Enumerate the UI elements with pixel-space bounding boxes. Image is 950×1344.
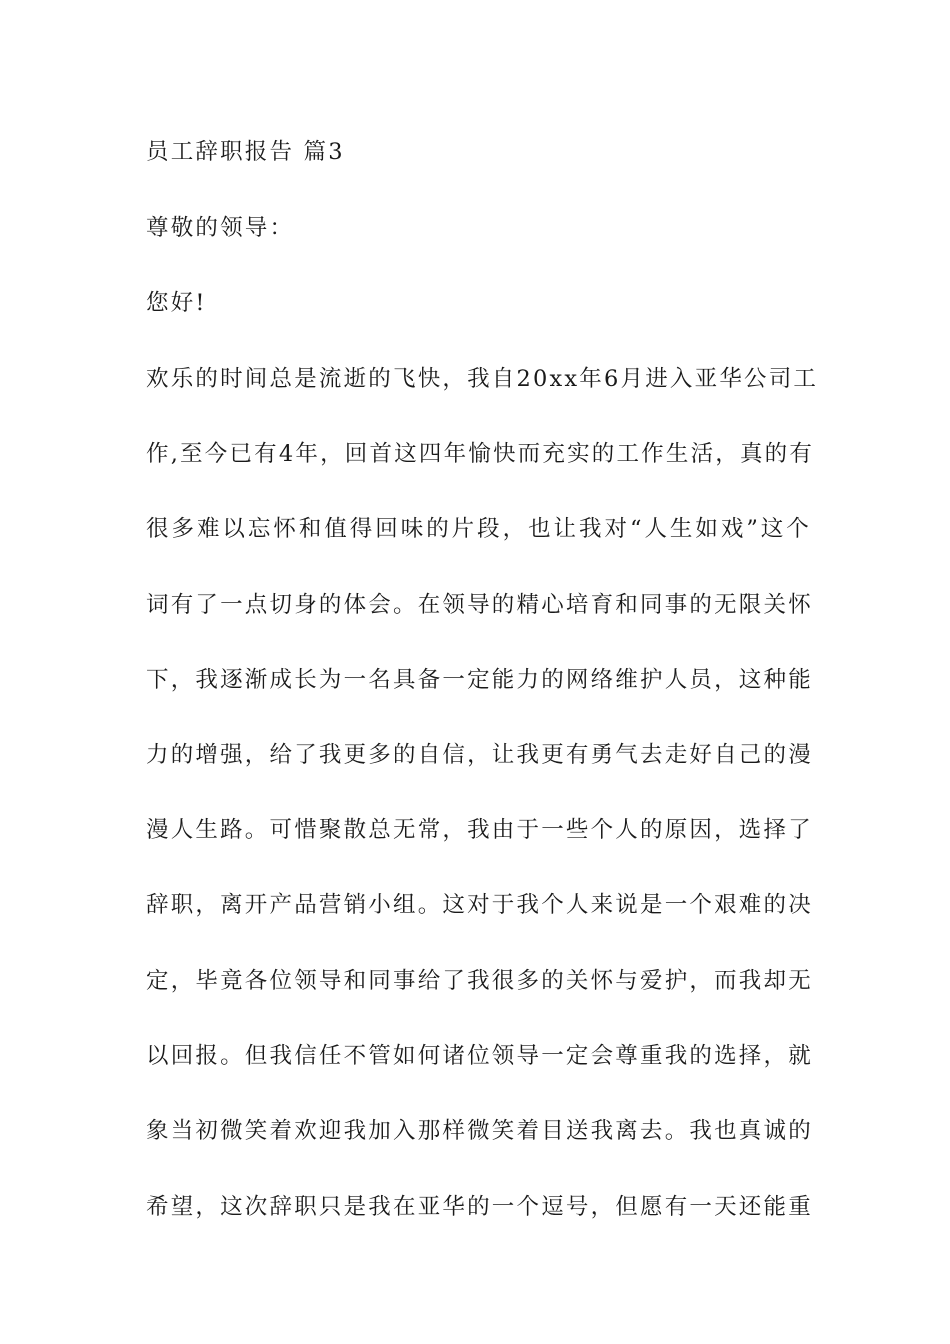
body-line: 力的增强，给了我更多的自信，让我更有勇气去走好自己的漫	[146, 742, 813, 768]
body-line: 定，毕竟各位领导和同事给了我很多的关怀与爱护，而我却无	[146, 968, 813, 994]
body-line: 辞职，离开产品营销小组。这对于我个人来说是一个艰难的决	[146, 892, 813, 918]
salutation: 尊敬的领导：	[146, 215, 295, 241]
greeting: 您好!	[146, 290, 207, 316]
body-line: 象当初微笑着欢迎我加入那样微笑着目送我离去。我也真诚的	[146, 1118, 813, 1144]
body-line: 下，我逐渐成长为一名具备一定能力的网络维护人员，这种能	[146, 667, 813, 693]
body-line: 以回报。但我信任不管如何诸位领导一定会尊重我的选择，就	[146, 1043, 813, 1069]
document-title: 员工辞职报告 篇3	[146, 139, 345, 165]
body-line: 漫人生路。可惜聚散总无常，我由于一些个人的原因，选择了	[146, 817, 813, 843]
body-line: 词有了一点切身的体会。在领导的精心培育和同事的无限关怀	[146, 592, 813, 618]
body-line: 欢乐的时间总是流逝的飞快，我自20xx年6月进入亚华公司工	[146, 366, 819, 392]
body-line: 很多难以忘怀和值得回味的片段，也让我对“人生如戏”这个	[146, 516, 811, 542]
body-line: 作,至今已有4年，回首这四年愉快而充实的工作生活，真的有	[146, 441, 815, 467]
body-line: 希望，这次辞职只是我在亚华的一个逗号，但愿有一天还能重	[146, 1194, 813, 1220]
